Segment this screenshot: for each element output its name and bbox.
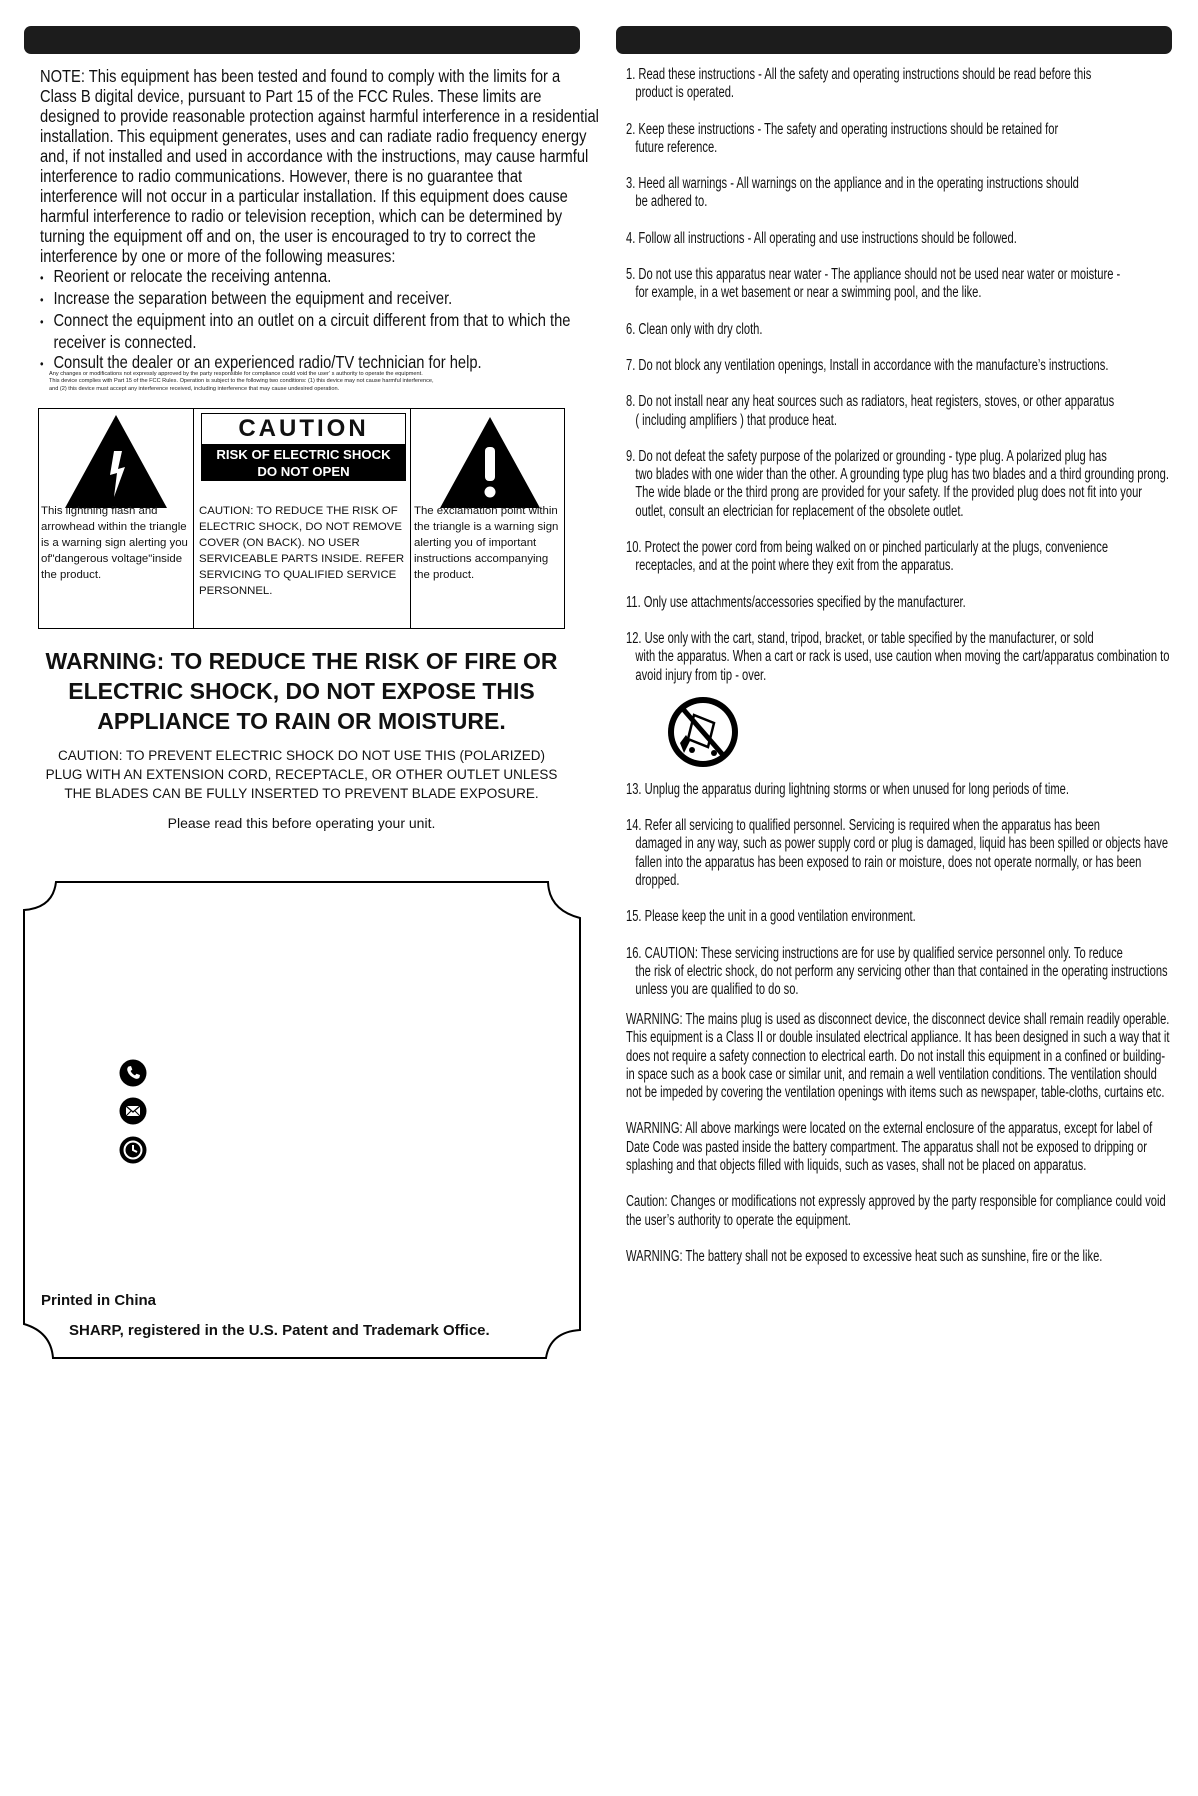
fcc-measure-item: • Connect the equipment into an outlet on a circuit different from that to which the receiver is connected. [40, 310, 599, 352]
instruction-item: 15. Please keep the unit in a good ventilation environment. [626, 908, 916, 926]
caution-box [38, 408, 565, 629]
warning-paragraph: WARNING: The battery shall not be exposed to excessive heat such as sunshine, fire or the like. [626, 1247, 1103, 1265]
caution-paragraph: Caution: Changes or modifications not expressly approved by the party responsible for compliance could void the user’s authority to operate the equipment. [626, 1193, 1166, 1229]
printed-in-text: Printed in China [41, 1292, 157, 1309]
right-header-bar [616, 26, 1172, 54]
instruction-item: 2. Keep these instructions - The safety and operating instructions should be retained for future reference. [626, 120, 1059, 156]
left-header-bar [24, 26, 580, 54]
risk-line: DO NOT OPEN [257, 464, 350, 479]
fcc-measure-item: • Reorient or relocate the receiving antenna. [40, 266, 599, 288]
caution-box-divider [193, 409, 194, 628]
instruction-item: 1. Read these instructions - All the safety and operating instructions should be read before this product is operated. [626, 66, 1092, 102]
warning-paragraph: WARNING: All above markings were located on the external enclosure of the apparatus, except for label of Date Code was pasted inside the battery compartment. The apparatus shall not be exposed to dripping or splashing and that objects filled with liquids, such as vases, shall not be placed on apparatus. [626, 1120, 1153, 1175]
phone-icon [119, 1059, 147, 1087]
fcc-measures-list [40, 266, 599, 374]
instruction-item: 5. Do not use this apparatus near water - The appliance should not be used near water or moisture - for example, in a wet basement or near a swimming pool, and the like. [626, 266, 1121, 302]
fcc-note-text: NOTE: This equipment has been tested and found to comply with the limits for a Class B digital device, pursuant to Part 15 of the FCC Rules. These limits are designed to provide reasonable protection against harmful interference in a residential installation. This equipment generates, uses and can radiate radio frequency energy and, if not installed and used in accordance with the instructions, may cause harmful interference to radio communications. However, there is no guarantee that interference will not occur in a particular installation. If this equipment does cause harmful interference to radio or television reception, which can be determined by turning the equipment off and on, the user is encouraged to try to correct the interference by one or more of the following measures: [40, 66, 599, 266]
risk-line: RISK OF ELECTRIC SHOCK [216, 447, 391, 462]
fcc-small-line: Any changes or modifications not expressly approved by the party responsible for compliance could void the user’ s authority to operate the equipment. [49, 371, 423, 377]
instruction-item: 14. Refer all servicing to qualified personnel. Servicing is required when the apparatus has been damaged in any way, such as power supply cord or plug is damaged, liquid has been spilled or objects have fallen into the apparatus has been exposed to rain or moisture, does not operate normally, or has been dropped. [626, 817, 1169, 890]
instruction-item: 16. CAUTION: These servicing instructions are for use by qualified service personnel only. To reduce the risk of electric shock, do not perform any servicing other than that contained in the operating instructions unless you are qualified to do so. [626, 944, 1168, 999]
clock-icon [119, 1136, 147, 1164]
instruction-item: 7. Do not block any ventilation openings, Install in accordance with the manufacture’s instructions. [626, 356, 1109, 374]
warning-heading: WARNING: TO REDUCE THE RISK OF FIRE OR ELECTRIC SHOCK, DO NOT EXPOSE THIS APPLIANCE TO RAIN OR MOISTURE. [45, 648, 558, 734]
fcc-measure-item: • Consult the dealer or an experienced radio/TV technician for help. [40, 352, 599, 374]
instruction-item: 3. Heed all warnings - All warnings on the appliance and in the operating instructions should be adhered to. [626, 175, 1079, 211]
caution-label: CAUTION [201, 413, 406, 445]
email-icon [119, 1097, 147, 1125]
instruction-item: 8. Do not install near any heat sources such as radiators, heat registers, stoves, or other apparatus ( including amplifiers ) that produce heat. [626, 393, 1115, 429]
caution-explanation: CAUTION: TO REDUCE THE RISK OF ELECTRIC SHOCK, DO NOT REMOVE COVER (ON BACK). NO USER SERVICEABLE PARTS INSIDE. REFER SERVICING TO QUALIFIED SERVICE PERSONNEL. [199, 505, 405, 597]
trademark-text: SHARP, registered in the U.S. Patent and Trademark Office. [69, 1322, 490, 1339]
fcc-notice [40, 66, 600, 374]
warnings-block [626, 1011, 1173, 1284]
fcc-measure-item: • Increase the separation between the equipment and receiver. [40, 288, 599, 310]
risk-of-shock-label [201, 445, 406, 481]
instruction-item: 4. Follow all instructions - All operating and use instructions should be followed. [626, 229, 1017, 247]
exclamation-explanation: The exclamation point within the triangle is a warning sign alerting you of important instructions accompanying the product. [414, 505, 559, 581]
fcc-small-line: and (2) this device must accept any interference received, including interference that may cause undesired operation. [49, 385, 340, 392]
safety-instructions-list [626, 66, 1186, 1000]
cart-tipover-warning-icon [664, 695, 742, 769]
instruction-item: 9. Do not defeat the safety purpose of the polarized or grounding - type plug. A polarized plug has two blades with one wider than the other. A grounding type plug has two blades and a third grounding prong. The wide blade or the third prong are provided for your safety. If the provided plug does not fit into your outlet, consult an electrician for replacement of the obsolete outlet. [626, 447, 1169, 520]
lightning-explanation: This lightning flash and arrowhead within the triangle is a warning sign alerting you of"dangerous voltage"inside the product. [41, 505, 188, 581]
instruction-item: 6. Clean only with dry cloth. [626, 320, 763, 338]
instruction-item: 11. Only use attachments/accessories specified by the manufacturer. [626, 593, 966, 611]
exclamation-warning-icon [440, 417, 540, 508]
lightning-warning-icon [65, 415, 167, 508]
instruction-item: 13. Unplug the apparatus during lightning storms or when unused for long periods of time. [626, 780, 1069, 798]
read-before-text: Please read this before operating your unit. [167, 815, 436, 831]
instruction-item: 10. Protect the power cord from being walked on or pinched particularly at the plugs, convenience receptacles, and at the point where they exit from the apparatus. [626, 539, 1109, 575]
caution-plug-text: CAUTION: TO PREVENT ELECTRIC SHOCK DO NOT USE THIS (POLARIZED) PLUG WITH AN EXTENSION CORD, RECEPTACLE, OR OTHER OUTLET UNLESS THE BLADES CAN BE FULLY INSERTED TO PREVENT BLADE EXPOSURE. [45, 748, 558, 801]
warning-paragraph: WARNING: The mains plug is used as disconnect device, the disconnect device shall remain readily operable. This equipment is a Class II or double insulated electrical appliance. It has been designed in such a way that it does not require a safety connection to electrical earth. Do not install this equipment in a confined or building-in space such as a book case or similar unit, and remain a well ventilation conditions. The ventilation should not be impeded by covering the ventilation openings with items such as newspaper, table-cloths, curtains etc. [626, 1011, 1170, 1102]
fcc-small-line: This device complies with Part 15 of the FCC Rules. Operation is subject to the following two conditions: (1) this device may not cause harmful interference, [49, 378, 434, 385]
instruction-item: 12. Use only with the cart, stand, tripod, bracket, or table specified by the manufacturer, or sold with the apparatus. When a cart or rack is used, use caution when moving the cart/apparatus combination to avoid injury from tip - over. [626, 629, 1170, 684]
fcc-small-print [49, 371, 549, 393]
contact-frame [23, 880, 581, 1360]
